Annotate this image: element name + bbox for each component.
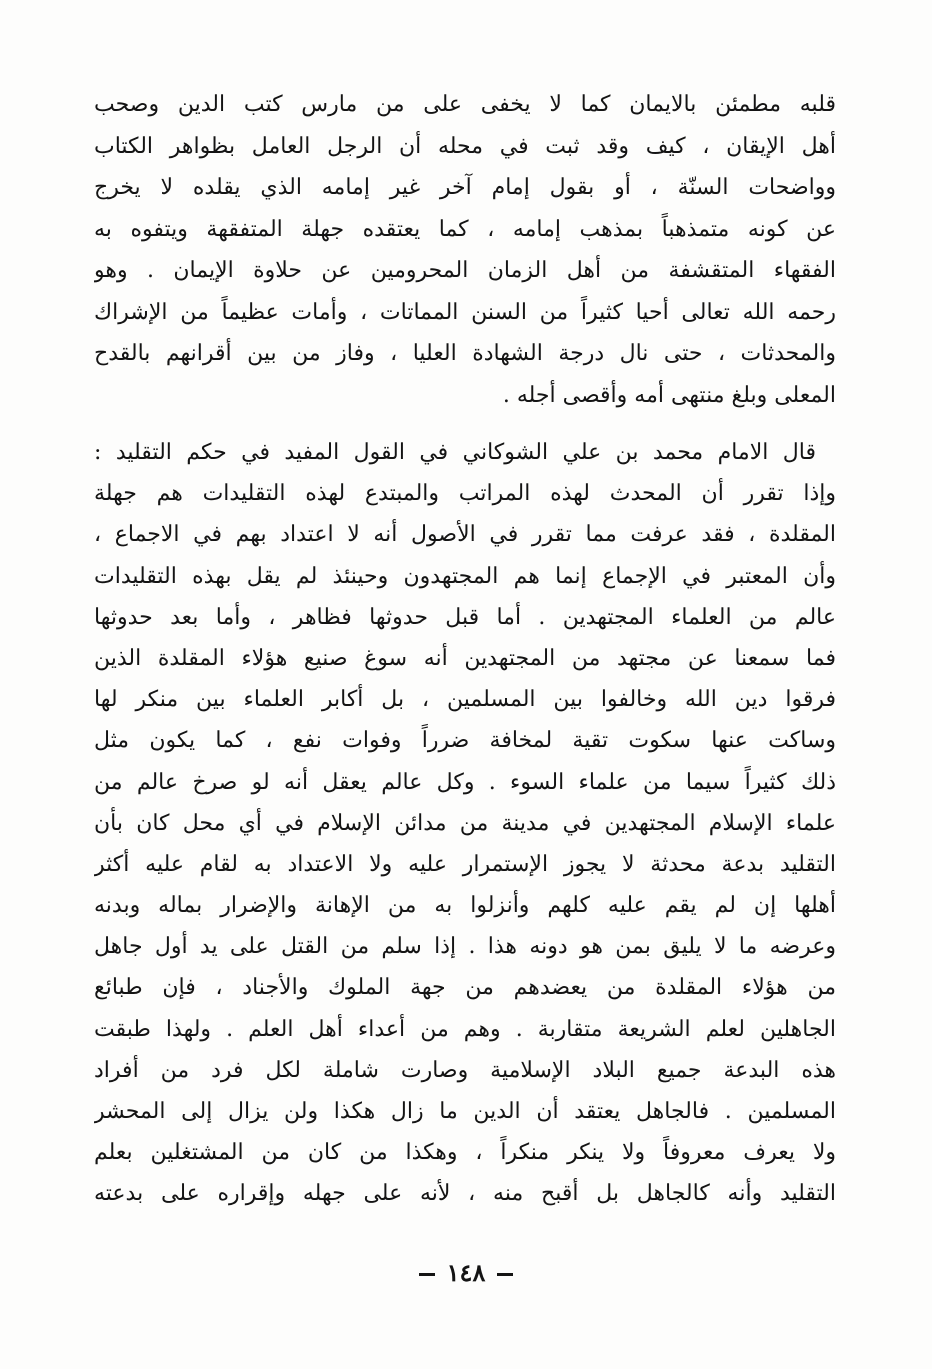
paragraph-1 <box>94 84 836 416</box>
dash-right <box>419 1273 435 1276</box>
text-line: وساكت عنها سكوت تقية لمخافة ضرراً وفوات نفع ، كما يكون مثل <box>94 728 836 754</box>
text-line: والمحدثات ، حتى نال درجة الشهادة العليا ، وفاز من بين أقرانهم بالقدح <box>94 341 836 366</box>
text-line: وأن المعتبر في الإجماع إنما هم المجتهدون وحينئذ لم يقل بهذه التقليدات <box>94 563 836 589</box>
text-line: الجاهلين لعلم الشريعة متقاربة . وهم من أعداء أهل العلم . ولهذا طبقت <box>94 1016 836 1042</box>
text-line: عن كونه متمذهباً بمذهب إمامه ، كما يعتقده جهلة المتفقهة ويتفوه به <box>94 216 836 242</box>
text-line: فرقوا دين الله وخالفوا بين المسلمين ، بل أكابر العلماء بين منكر لها <box>94 687 836 713</box>
text-line: ذلك كثيراً سيما من علماء السوء . وكل عالم يعقل أنه لو صرخ عالم من <box>94 769 836 795</box>
page-number-text: ١٤٨ <box>446 1258 486 1287</box>
text-line: المعلى وبلغ منتهى أمه وأقصى أجله . <box>502 382 836 408</box>
text-line: المقلدة ، فقد عرفت مما تقرر في الأصول أنه لا اعتداد بهم في الاجماع ، <box>94 522 836 548</box>
text-line: الفقهاء المتقشفة من أهل الزمان المحرومين عن حلاوة الإيمان . وهو <box>94 258 836 283</box>
text-line: أهلها إن لم يقم عليه كلهم وأنزلوا به من الإهانة والإضرار بماله وبدنه <box>94 893 836 919</box>
text-line: وإذا تقرر أن المحدث لهذه المراتب والمبتدع لهذه التقليدات هم جهلة <box>94 481 836 507</box>
text-line: أهل الإيقان ، كيف وقد ثبت في محله أن الرجل العامل بظواهر الكتاب <box>94 133 836 159</box>
page-number <box>0 1258 932 1287</box>
text-line: رحمه الله تعالى أحيا كثيراً من السنن المماتات ، وأمات عظيماً من الإشراك <box>94 299 836 325</box>
text-line: التقليد وأنه كالجاهل بل أقبح منه ، لأنه على جهله وإقراره على بدعته <box>94 1181 836 1207</box>
text-line: قال الامام محمد بن علي الشوكاني في القول المفيد في حكم التقليد : <box>94 440 816 465</box>
text-line: قلبه مطمئن بالايمان كما لا يخفى على من مارس كتب الدين وصحب <box>94 92 836 117</box>
text-line: وواضحات السنّة ، أو بقول إمام آخر غير إمامه الذي يقلده لا يخرج <box>94 175 836 200</box>
text-line: ولا يعرف معروفاً ولا ينكر منكراً ، وهكذا من كان من المشتغلين بعلم <box>94 1140 836 1166</box>
text-line: وعرضه ما لا يليق بمن هو دونه هذا . إذا سلم من القتل على يد أول جاهل <box>94 934 836 960</box>
text-line: علماء الإسلام المجتهدين في مدينة من مدائن الإسلام في أي محل كان بأن <box>94 810 836 836</box>
text-line: فما سمعنا عن مجتهد من المجتهدين أنه سوغ صنيع هؤلاء المقلدة الذين <box>94 645 836 671</box>
text-line: عالم من العلماء المجتهدين . أما قبل حدوثها فظاهر ، وأما بعد حدوثها <box>94 604 836 630</box>
text-line: من هؤلاء المقلدة من يعضدهم من جهة الملوك والأجناد ، فإن طبائع <box>94 975 836 1001</box>
paragraph-2 <box>94 432 836 1215</box>
text-line: المسلمين . فالجاهل يعتقد أن الدين ما زال هكذا ولن يزال إلى المحشر <box>94 1099 836 1124</box>
dash-left <box>497 1273 513 1276</box>
text-line: التقليد بدعة محدثة لا يجوز الإستمرار عليه ولا الاعتداد به لقام عليه أكثر <box>94 851 836 877</box>
text-line: هذه البدعة جميع البلاد الإسلامية وصارت شاملة لكل فرد من أفراد <box>94 1057 836 1083</box>
